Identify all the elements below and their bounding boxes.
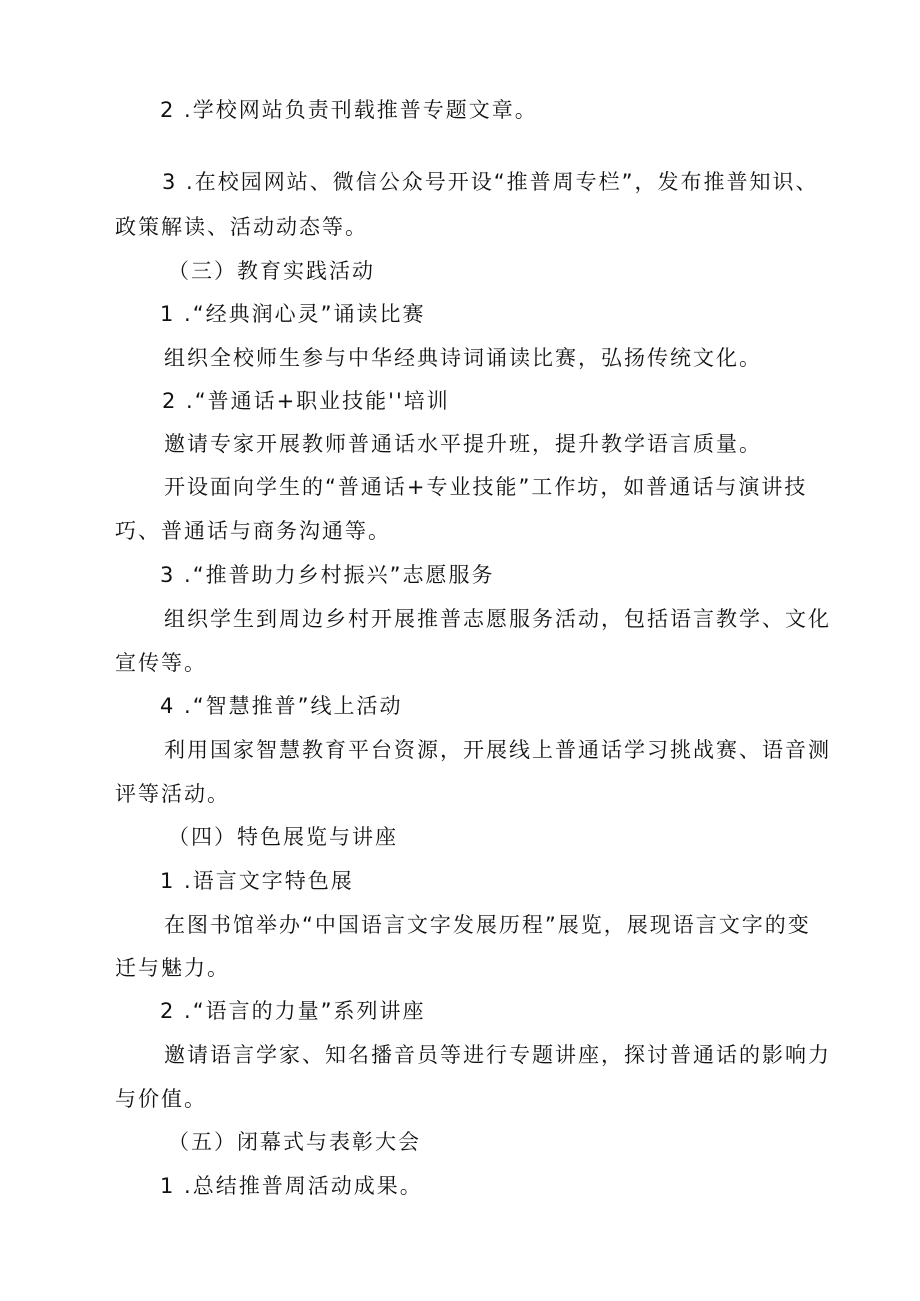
paragraph-rural-volunteer: 组织学生到周边乡村开展推普志愿服务活动，包括语言教学、文化 [164, 607, 831, 631]
list-item-language-exhibition: 1 .语言文字特色展 [160, 869, 354, 893]
paragraph-smart-online-cont: 评等活动。 [115, 782, 230, 806]
list-item-promotion-column-cont: 政策解读、活动动态等。 [115, 215, 368, 239]
paragraph-lecture-series: 邀请语言学家、知名播音员等进行专题讲座，探讨普通话的影响力 [164, 1043, 831, 1067]
paragraph-rural-volunteer-cont: 宣传等。 [115, 651, 207, 675]
paragraph-language-exhibition: 在图书馆举办“中国语言文字发展历程”展览，展现语言文字的变 [164, 913, 811, 937]
section-heading-closing-ceremony: （五）闭幕式与表彰大会 [168, 1130, 421, 1154]
list-item-rural-volunteer: 3 .“推普助力乡村振兴”志愿服务 [160, 563, 495, 587]
paragraph-lecture-series-cont: 与价值。 [115, 1087, 207, 1111]
paragraph-student-workshop-cont: 巧、普通话与商务沟通等。 [115, 519, 391, 543]
list-item-summary: 1 .总结推普周活动成果。 [160, 1174, 423, 1198]
list-item-website-articles: 2 .学校网站负责刊载推普专题文章。 [160, 98, 538, 122]
list-item-smart-online: 4 .“智慧推普”线上活动 [160, 694, 403, 718]
paragraph-teacher-training: 邀请专家开展教师普通话水平提升班，提升教学语言质量。 [164, 432, 762, 456]
paragraph-smart-online: 利用国家智慧教育平台资源，开展线上普通话学习挑战赛、语音测 [164, 738, 831, 762]
list-item-lecture-series: 2 .“语言的力量”系列讲座 [160, 999, 426, 1023]
paragraph-student-workshop: 开设面向学生的“普通话+专业技能”工作坊，如普通话与演讲技 [164, 475, 808, 499]
section-heading-exhibition-lectures: （四）特色展览与讲座 [168, 825, 398, 849]
section-heading-education-practice: （三）教育实践活动 [168, 259, 375, 283]
paragraph-language-exhibition-cont: 迁与魅力。 [115, 956, 230, 980]
paragraph-classic-reading: 组织全校师生参与中华经典诗词诵读比赛，弘扬传统文化。 [164, 346, 762, 370]
list-item-classic-reading: 1 .“经典润心灵”诵读比赛 [160, 302, 426, 326]
list-item-promotion-column: 3 .在校园网站、微信公众号开设“推普周专栏”，发布推普知识、 [162, 170, 819, 194]
list-item-mandarin-skills-training: 2 .“普通话+职业技能''培训 [162, 389, 450, 413]
